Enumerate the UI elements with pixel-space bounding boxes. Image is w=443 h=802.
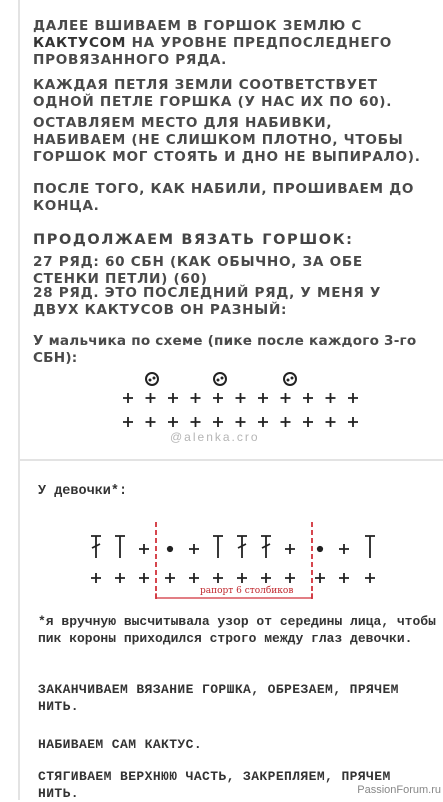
- sc-stitch-icon: [303, 417, 313, 427]
- sc-stitch-icon: [237, 573, 247, 583]
- sc-stitch-icon: [189, 573, 199, 583]
- sc-stitch-icon: [285, 573, 295, 583]
- sc-stitch-icon: [165, 573, 175, 583]
- sc-stitch-icon: [261, 573, 271, 583]
- text-cactus-bold: КАКТУСОМ: [33, 35, 127, 51]
- hdc-stitch-icon: [213, 536, 223, 558]
- sc-stitch-icon: [339, 573, 349, 583]
- picot-icon: [284, 373, 296, 385]
- sc-stitch-icon: [236, 393, 246, 403]
- boy-pattern-label: У мальчика по схеме (пике после каждого 3-го СБН):: [33, 333, 417, 366]
- sc-stitch-icon: [115, 573, 125, 583]
- sc-stitch-icon: [348, 393, 358, 403]
- text-sew-earth-pre: ДАЛЕЕ ВШИВАЕМ В ГОРШОК ЗЕМЛЮ С: [33, 18, 363, 34]
- sc-stitch-icon: [123, 417, 133, 427]
- dc-stitch-icon: [261, 536, 271, 558]
- chart-watermark: @alenka.cro: [170, 430, 260, 444]
- sc-stitch-icon: [139, 544, 149, 554]
- left-border-lower: [18, 459, 20, 800]
- sc-stitch-icon: [213, 417, 223, 427]
- girl-row-top: [91, 536, 375, 558]
- site-watermark: PassionForum.ru: [357, 784, 441, 796]
- sc-stitch-icon: [348, 417, 358, 427]
- boy-row-bottom: [123, 417, 358, 427]
- sc-stitch-icon: [326, 417, 336, 427]
- sc-stitch-icon: [213, 573, 223, 583]
- sc-stitch-icon: [146, 393, 156, 403]
- picot-icon: [146, 373, 158, 385]
- rapport-label: рапорт 6 столбиков: [200, 586, 294, 596]
- sc-stitch-icon: [281, 417, 291, 427]
- sc-stitch-icon: [123, 393, 133, 403]
- sc-stitch-icon: [303, 393, 313, 403]
- sc-stitch-icon: [91, 573, 101, 583]
- sc-stitch-icon: [146, 417, 156, 427]
- sc-stitch-icon: [189, 544, 199, 554]
- sc-stitch-icon: [213, 393, 223, 403]
- sc-stitch-icon: [315, 573, 325, 583]
- sc-stitch-icon: [285, 544, 295, 554]
- footnote: *я вручную высчитывала узор от середины лица, чтобы пик короны приходился строго между глаз девочки.: [38, 614, 436, 646]
- picot-icon: [214, 373, 226, 385]
- close-top: СТЯГИВАЕМ ВЕРХНЮЮ ЧАСТЬ, ЗАКРЕПЛЯЕМ, ПРЯЧЕМ НИТЬ.: [38, 769, 391, 801]
- heading-continue-pot: ПРОДОЛЖАЕМ ВЯЗАТЬ ГОРШОК:: [33, 232, 354, 248]
- sc-stitch-icon: [139, 573, 149, 583]
- sc-stitch-icon: [326, 393, 336, 403]
- paragraph-sew-to-end: ПОСЛЕ ТОГО, КАК НАБИЛИ, ПРОШИВАЕМ ДО КОНЦА.: [33, 181, 415, 214]
- sc-stitch-icon: [168, 417, 178, 427]
- sc-stitch-icon: [191, 393, 201, 403]
- section-divider: [18, 459, 443, 461]
- paragraph-stuffing: ОСТАВЛЯЕМ МЕСТО ДЛЯ НАБИВКИ, НАБИВАЕМ (НЕ СЛИШКОМ ПЛОТНО, ЧТОБЫ ГОРШОК МОГ СТОЯТЬ И ДНО НЕ ВЫПИРАЛО).: [33, 115, 421, 165]
- dc-stitch-icon: [91, 536, 101, 558]
- text-sew-earth-post: НА УРОВНЕ ПРЕДПОСЛЕДНЕГО ПРОВЯЗАННОГО РЯДА.: [33, 35, 392, 68]
- sc-stitch-icon: [258, 393, 268, 403]
- finish-pot: ЗАКАНЧИВАЕМ ВЯЗАНИЕ ГОРШКА, ОБРЕЗАЕМ, ПРЯЧЕМ НИТЬ.: [38, 682, 399, 714]
- paragraph-row27: 27 РЯД: 60 СБН (КАК ОБЫЧНО, ЗА ОБЕ СТЕНКИ ПЕТЛИ) (60): [33, 254, 363, 287]
- sc-stitch-icon: [191, 417, 201, 427]
- sc-stitch-icon: [258, 417, 268, 427]
- hdc-stitch-icon: [365, 536, 375, 558]
- girl-pattern-label: У девочки*:: [38, 484, 128, 499]
- sc-stitch-icon: [339, 544, 349, 554]
- sc-stitch-icon: [236, 417, 246, 427]
- sc-stitch-icon: [168, 393, 178, 403]
- chain-stitch-icon: [168, 547, 172, 551]
- hdc-stitch-icon: [115, 536, 125, 558]
- dc-stitch-icon: [237, 536, 247, 558]
- paragraph-each-loop: КАЖДАЯ ПЕТЛЯ ЗЕМЛИ СООТВЕТСТВУЕТ ОДНОЙ ПЕТЛЕ ГОРШКА (У НАС ИХ ПО 60).: [33, 77, 393, 110]
- sc-stitch-icon: [365, 573, 375, 583]
- girl-row-bottom: [91, 573, 375, 583]
- chain-stitch-icon: [318, 547, 322, 551]
- paragraph-row28: 28 РЯД. ЭТО ПОСЛЕДНИЙ РЯД, У МЕНЯ У ДВУХ КАКТУСОВ ОН РАЗНЫЙ:: [33, 285, 382, 318]
- boy-row-top: [123, 393, 358, 403]
- left-border: [18, 0, 20, 459]
- sc-stitch-icon: [281, 393, 291, 403]
- paragraph-sew-earth: [33, 18, 428, 69]
- stuff-cactus: НАБИВАЕМ САМ КАКТУС.: [38, 737, 203, 752]
